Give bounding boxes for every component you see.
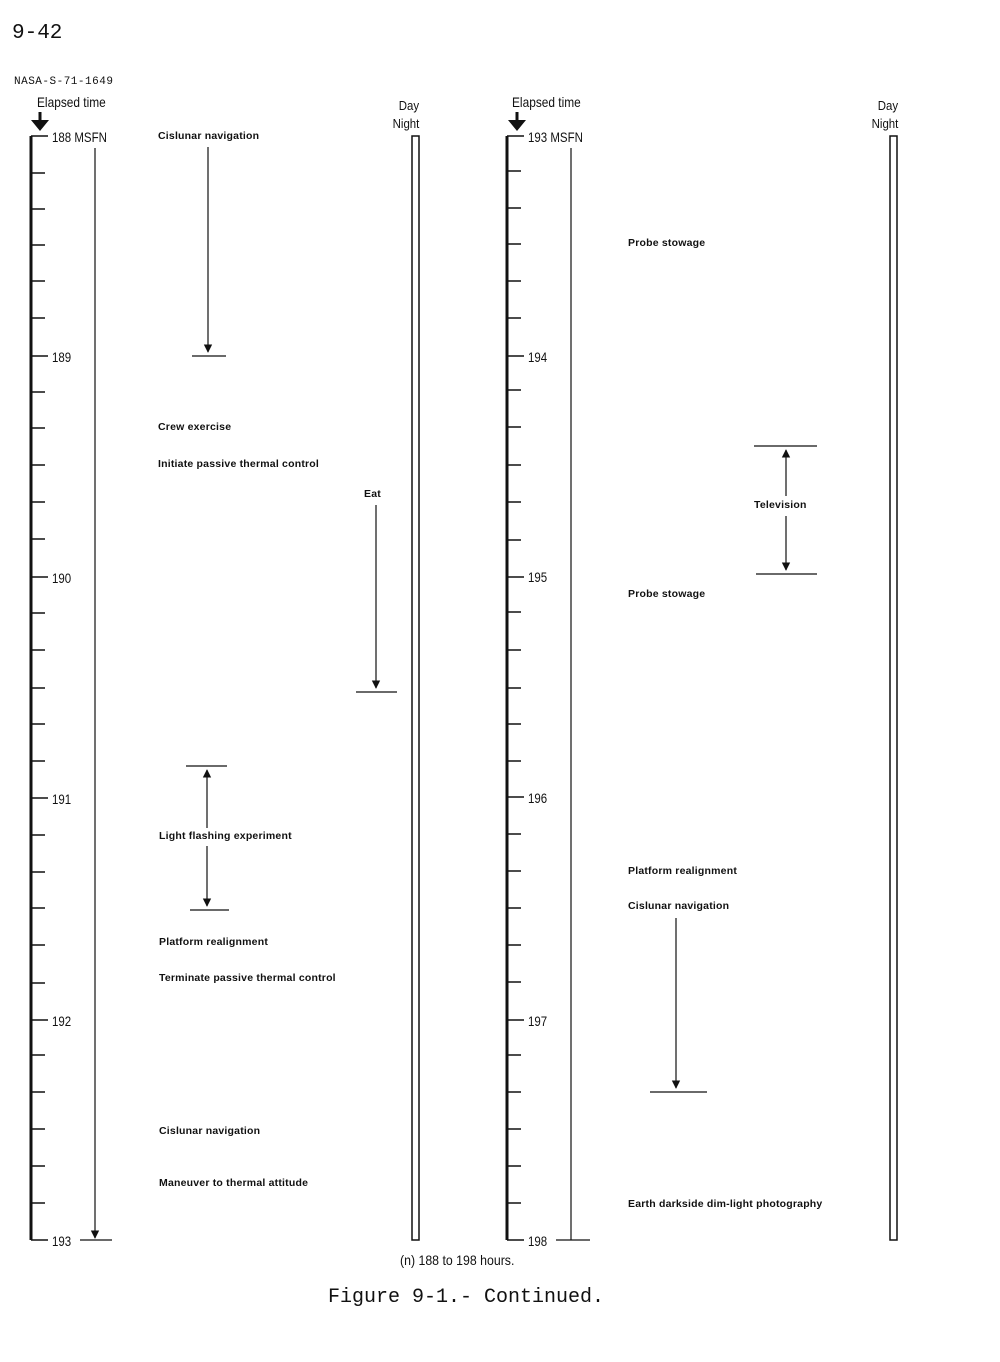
left-day-night-bar xyxy=(412,136,419,1240)
left-event-cislunar-navigation-2: Cislunar navigation xyxy=(159,1125,261,1137)
right-elapsed-arrow-icon xyxy=(508,112,526,131)
right-tick-label: 197 xyxy=(528,1013,548,1029)
left-tick-label: 191 xyxy=(52,791,72,807)
figure-caption: Figure 9-1.- Continued. xyxy=(328,1286,605,1309)
left-tick-label: 192 xyxy=(52,1013,72,1029)
left-event-eat: Eat xyxy=(364,488,381,500)
left-event-crew-exercise: Crew exercise xyxy=(158,421,232,433)
left-event-platform-realignment: Platform realignment xyxy=(159,936,269,948)
right-event-television: Television xyxy=(754,499,807,511)
figure-id: NASA-S-71-1649 xyxy=(14,76,114,88)
left-elapsed-time-header: Elapsed time xyxy=(37,94,106,110)
left-event-terminate-ptc: Terminate passive thermal control xyxy=(159,972,336,984)
panel-caption: (n) 188 to 198 hours. xyxy=(400,1252,515,1268)
left-night-label: Night xyxy=(392,116,419,131)
right-tick-label: 198 xyxy=(528,1233,548,1249)
right-tick-label: 194 xyxy=(528,349,548,365)
right-night-label: Night xyxy=(871,116,898,131)
left-elapsed-arrow-icon xyxy=(31,112,49,131)
right-event-earth-darkside: Earth darkside dim-light photography xyxy=(628,1198,823,1210)
left-event-initiate-ptc: Initiate passive thermal control xyxy=(158,458,320,470)
left-day-label: Day xyxy=(398,98,419,113)
right-axis-ticks xyxy=(507,136,524,1240)
right-event-probe-stowage: Probe stowage xyxy=(628,237,706,249)
left-event-maneuver-thermal: Maneuver to thermal attitude xyxy=(159,1177,309,1189)
right-elapsed-time-header: Elapsed time xyxy=(512,94,581,110)
right-event-platform-realignment: Platform realignment xyxy=(628,865,738,877)
left-event-cislunar-navigation: Cislunar navigation xyxy=(158,130,260,142)
right-day-label: Day xyxy=(877,98,898,113)
left-axis-ticks xyxy=(31,136,48,1240)
right-tick-label: 196 xyxy=(528,790,548,806)
left-event-light-flashing: Light flashing experiment xyxy=(159,830,292,842)
right-start-label: 193 MSFN xyxy=(528,129,583,145)
left-tick-label: 190 xyxy=(52,570,72,586)
right-event-cislunar-navigation: Cislunar navigation xyxy=(628,900,730,912)
left-tick-label: 193 xyxy=(52,1233,72,1249)
right-tick-label: 195 xyxy=(528,569,548,585)
page-number: 9-42 xyxy=(12,22,63,45)
left-start-label: 188 MSFN xyxy=(52,129,107,145)
right-event-probe-stowage-2: Probe stowage xyxy=(628,588,706,600)
left-tick-label: 189 xyxy=(52,349,72,365)
right-day-night-bar xyxy=(890,136,897,1240)
